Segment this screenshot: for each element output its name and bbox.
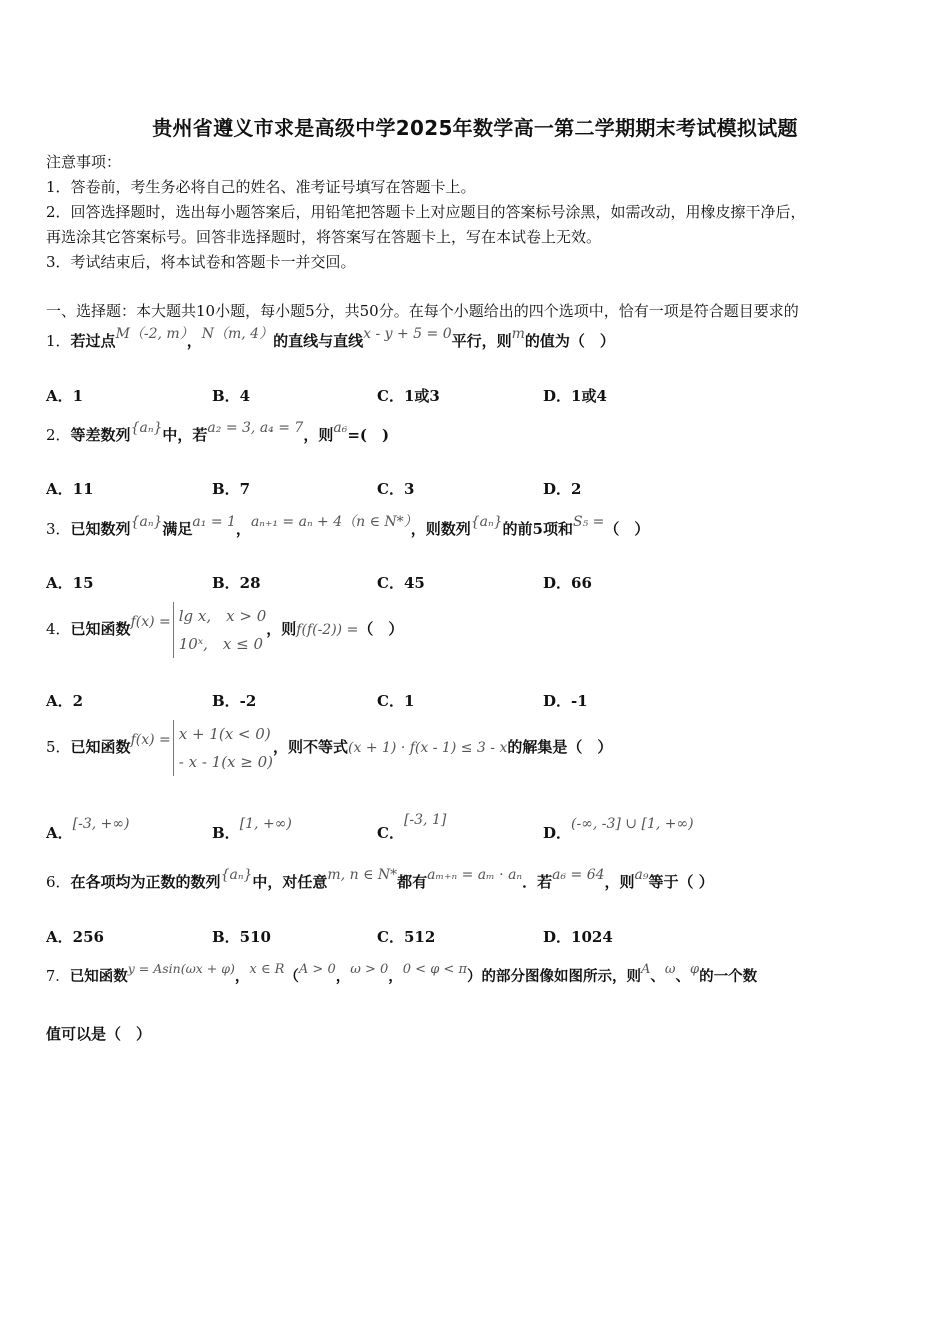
piecewise-case: 10ˣ, x ≤ 0 [178,635,264,653]
math-expression: {aₙ} [220,867,253,883]
question-text: 、 [650,968,665,985]
notice-heading: 注意事项： [46,153,122,171]
question-6 [46,867,714,892]
question-text: 、 [675,968,690,985]
question-text: 的一个数 [699,968,758,985]
question-number: 1． [46,332,71,350]
option-b[interactable]: B．510 [212,928,271,946]
option-label: C． [377,824,404,842]
math-expression: ω [664,962,676,977]
math-expression: f(x) = [130,732,171,748]
section-heading: 一、选择题：本大题共10小题，每小题5分，共50分。在每个小题给出的四个选项中，恰有一项是符合题目要求的 [46,302,799,320]
question-7-continued [46,1023,151,1044]
option-d[interactable]: D．1或4 [543,387,607,405]
question-text: 平行，则 [451,332,512,350]
question-text: 若过点 [70,332,116,350]
question-text: ，则数列 [410,520,471,538]
option-d[interactable] [543,812,694,842]
question-text: （ ） [358,620,404,638]
math-expression: f(f(-2)) = [296,622,359,638]
math-expression: {aₙ} [470,514,503,530]
question-text: ， [234,968,250,985]
option-math: [1, +∞) [239,816,292,832]
question-text: 的解集是（ ） [507,738,613,756]
question-text: ）的部分图像如图所示，则 [467,968,641,985]
piecewise-definition [173,720,273,776]
question-4 [46,602,403,658]
question-text: 满足 [162,520,193,538]
math-expression: {aₙ} [130,420,163,436]
question-text: 中，对任意 [252,873,328,891]
option-d[interactable]: D．1024 [543,928,613,946]
option-label: A． [46,824,73,842]
notice-item: 再选涂其它答案标号。回答非选择题时，将答案写在答题卡上，写在本试卷上无效。 [46,228,602,246]
option-label: B． [212,824,240,842]
math-expression: S₅ = [572,514,605,530]
math-expression: A [641,962,651,977]
question-text: ，则 [604,873,635,891]
question-text: ，则 [266,620,297,638]
question-text: ．若 [522,873,553,891]
option-c[interactable]: C．1或3 [377,387,440,405]
math-expression: aₙ₊₁ = aₙ + 4（n ∈ N*） [250,514,411,530]
piecewise-case: lg x, x > 0 [178,607,267,625]
question-text: 中，若 [162,426,208,444]
option-b[interactable]: B．-2 [212,692,257,710]
option-c[interactable]: C．45 [377,574,425,592]
option-a[interactable]: A．11 [46,480,94,498]
options-row [46,385,916,409]
option-label: D． [543,824,572,842]
question-number: 2． [46,426,71,444]
question-number: 7． [46,969,70,985]
question-text: 已知数列 [70,520,131,538]
question-text: 的前5项和 [502,520,573,538]
option-b[interactable] [212,812,292,842]
option-c[interactable] [377,812,447,842]
options-row [46,572,916,596]
option-math: (-∞, -3] ∪ [1, +∞) [571,816,694,832]
options-row [46,926,916,950]
option-b[interactable]: B．7 [212,480,251,498]
piecewise-case: - x - 1(x ≥ 0) [178,753,274,771]
question-text: 都有 [397,873,428,891]
question-7 [46,961,758,986]
option-a[interactable]: A．1 [46,387,84,405]
question-text: ， [388,968,403,985]
options-row [46,690,916,714]
math-expression: f(x) = [130,614,171,630]
math-expression: a₆ = 64 [552,867,605,883]
question-text: 等差数列 [70,426,131,444]
math-expression: a₂ = 3, a₄ = 7 [207,420,304,436]
question-text: 的直线与直线 [273,332,364,350]
option-a[interactable]: A．2 [46,692,84,710]
math-expression: {aₙ} [130,514,163,530]
question-number: 6． [46,873,71,891]
question-text: 的值为（ ） [524,332,615,350]
question-number: 5． [46,738,71,756]
option-a[interactable]: A．256 [46,928,104,946]
question-text: 值可以是（ ） [46,1025,152,1043]
option-a[interactable] [46,812,130,842]
question-text: 在各项均为正数的数列 [70,873,221,891]
question-text: （ ） [604,520,650,538]
option-b[interactable]: B．28 [212,574,261,592]
math-expression: x - y + 5 = 0 [363,326,452,342]
question-text: ， [186,332,202,350]
exam-title: 贵州省遵义市求是高级中学2025年数学高一第二学期期末考试模拟试题 [152,116,798,140]
math-expression: 0 < φ < π [402,962,467,977]
question-text: ， [235,520,251,538]
math-expression: a₁ = 1 [192,514,236,530]
option-b[interactable]: B．4 [212,387,251,405]
question-2 [46,420,390,445]
option-math: [-3, +∞) [72,816,130,832]
question-number: 3． [46,520,71,538]
math-expression: m, n ∈ N* [327,867,398,883]
question-5 [46,720,612,776]
math-expression: ω > 0 [350,962,389,977]
option-a[interactable]: A．15 [46,574,94,592]
question-text: 已知函数 [70,620,131,638]
options-row [46,812,916,844]
question-text: =( ) [347,426,390,444]
math-expression: m [511,326,525,342]
question-text: （ [284,968,299,985]
math-expression: N（m, 4） [201,326,274,342]
piecewise-definition [173,602,267,658]
option-d[interactable]: D．2 [543,480,582,498]
math-expression: aₘ₊ₙ = aₘ · aₙ [427,867,523,883]
notice-item: 1．答卷前，考生务必将自己的姓名、准考证号填写在答题卡上。 [46,178,476,196]
question-3 [46,514,650,539]
option-c[interactable]: C．3 [377,480,415,498]
question-text: 等于（ ） [648,873,714,891]
option-d[interactable]: D．66 [543,574,592,592]
notice-item: 3．考试结束后，将本试卷和答题卡一并交回。 [46,253,356,271]
math-expression: y = Asin(ωx + φ) [127,961,235,976]
piecewise-case: x + 1(x < 0) [178,725,271,743]
math-expression: a₆ [333,420,348,436]
options-row [46,478,916,502]
math-expression: A > 0 [298,962,336,977]
question-text: 已知函数 [70,738,131,756]
option-c[interactable]: C．1 [377,692,415,710]
math-expression: x ∈ R [249,962,285,977]
question-text: ，则 [303,426,334,444]
math-expression: (x + 1) · f(x - 1) ≤ 3 - x [348,740,508,756]
question-1 [46,326,615,351]
question-number: 4． [46,620,71,638]
option-math: [-3, 1] [403,812,447,828]
question-text: ， [335,968,351,985]
math-expression: M（-2, m） [115,326,187,342]
math-expression: a₉ [634,867,649,883]
math-expression: φ [690,962,700,977]
notice-item: 2．回答选择题时，选出每小题答案后，用铅笔把答题卡上对应题目的答案标号涂黑，如需改动，用橡皮擦干净后， [46,203,806,221]
question-text: 已知函数 [69,968,128,985]
question-text: ，则不等式 [273,738,349,756]
option-c[interactable]: C．512 [377,928,436,946]
option-d[interactable]: D．-1 [543,692,588,710]
